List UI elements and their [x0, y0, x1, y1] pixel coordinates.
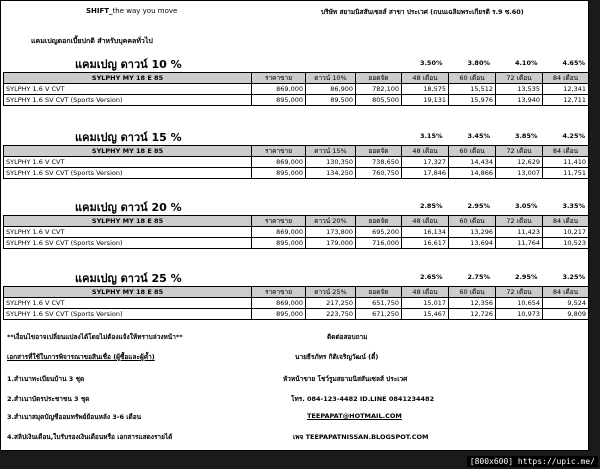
term-header: 48 เดือน — [402, 216, 449, 227]
contact-name: นายธีรภัทร กิติเจริญวัฒน์ (ตี๋) — [295, 353, 379, 361]
interest-rate: 2.95% — [514, 273, 538, 281]
campaign-title: แคมเปญ ดาวน์ 25 % — [75, 272, 182, 285]
model-header: SYLPHY MY 18 E 85 — [4, 73, 252, 84]
price-table — [3, 145, 589, 179]
m60-cell: 13,296 — [449, 227, 496, 238]
m84-cell: 12,711 — [543, 95, 589, 106]
m72-cell: 11,423 — [496, 227, 543, 238]
term-header: 72 เดือน — [496, 287, 543, 298]
finance-cell: 716,000 — [356, 238, 402, 249]
interest-rate: 2.75% — [467, 273, 490, 281]
campaign-title: แคมเปญ ดาวน์ 10 % — [75, 58, 182, 71]
contact-phone: โทร. 084-123-4482 ID.LINE 0841234482 — [291, 395, 435, 403]
finance-header: ยอดจัด — [356, 216, 402, 227]
table-row — [4, 238, 589, 249]
finance-cell: 651,750 — [356, 298, 402, 309]
term-header: 60 เดือน — [449, 216, 496, 227]
term-header: 84 เดือน — [543, 73, 589, 84]
m72-cell: 13,535 — [496, 84, 543, 95]
contact-email-link[interactable]: TEEPAPAT@HOTMAIL.COM — [307, 412, 402, 420]
terms-note: **เงื่อนไขอาจเปลี่ยนแปลงได้โดยไม่ต้องแจ้งให้ทราบล่วงหน้า** — [7, 333, 183, 341]
m48-cell: 16,617 — [402, 238, 449, 249]
model-header: SYLPHY MY 18 E 85 — [4, 287, 252, 298]
price-header: ราคาขาย — [252, 287, 306, 298]
m72-cell: 10,654 — [496, 298, 543, 309]
table-header-row — [4, 287, 589, 298]
m72-cell: 12,629 — [496, 157, 543, 168]
down-cell: 134,250 — [306, 168, 356, 179]
m60-cell: 12,726 — [449, 309, 496, 320]
watermark: [800x600] https://upic.me/ — [467, 456, 598, 467]
interest-rate: 3.15% — [419, 132, 443, 140]
interest-rate: 2.95% — [467, 202, 490, 210]
m84-cell: 9,524 — [543, 298, 589, 309]
m48-cell: 16,134 — [402, 227, 449, 238]
finance-cell: 738,650 — [356, 157, 402, 168]
price-header: ราคาขาย — [252, 146, 306, 157]
down-cell: 130,350 — [306, 157, 356, 168]
table-header-row — [4, 216, 589, 227]
finance-header: ยอดจัด — [356, 146, 402, 157]
brand-logo: SHIFT_the way you move — [86, 7, 178, 15]
m84-cell: 10,217 — [543, 227, 589, 238]
table-row — [4, 298, 589, 309]
m60-cell: 13,694 — [449, 238, 496, 249]
finance-cell: 805,500 — [356, 95, 402, 106]
price-table — [3, 72, 589, 106]
campaign-title: แคมเปญ ดาวน์ 20 % — [75, 201, 182, 214]
interest-rate: 3.45% — [467, 132, 490, 140]
price-cell: 895,000 — [252, 238, 306, 249]
m72-cell: 11,764 — [496, 238, 543, 249]
contact-role: หัวหน้าขาย โชว์รูมสยามนิสสันเซลส์ ประเวศ — [283, 375, 408, 383]
contact-page-link[interactable]: เพจ TEEPAPATNISSAN.BLOGSPOT.COM — [293, 433, 429, 441]
down-header: ดาวน์ 20% — [306, 216, 356, 227]
finance-cell: 760,750 — [356, 168, 402, 179]
down-cell: 223,750 — [306, 309, 356, 320]
model-cell: SYLPHY 1.6 SV CVT (Sports Version) — [4, 95, 252, 106]
term-header: 48 เดือน — [402, 73, 449, 84]
m84-cell: 11,751 — [543, 168, 589, 179]
term-header: 84 เดือน — [543, 216, 589, 227]
interest-rates — [399, 59, 589, 67]
down-cell: 179,000 — [306, 238, 356, 249]
term-header: 48 เดือน — [402, 146, 449, 157]
m84-cell: 12,341 — [543, 84, 589, 95]
price-cell: 869,000 — [252, 227, 306, 238]
m60-cell: 15,512 — [449, 84, 496, 95]
down-header: ดาวน์ 25% — [306, 287, 356, 298]
down-header: ดาวน์ 10% — [306, 73, 356, 84]
interest-rate: 2.65% — [419, 273, 443, 281]
table-row — [4, 95, 589, 106]
term-header: 72 เดือน — [496, 146, 543, 157]
model-cell: SYLPHY 1.6 SV CVT (Sports Version) — [4, 309, 252, 320]
m48-cell: 17,327 — [402, 157, 449, 168]
m48-cell: 18,575 — [402, 84, 449, 95]
finance-header: ยอดจัด — [356, 73, 402, 84]
interest-rate: 3.05% — [514, 202, 538, 210]
m48-cell: 17,846 — [402, 168, 449, 179]
interest-rate: 3.25% — [562, 273, 585, 281]
interest-rate: 3.35% — [562, 202, 585, 210]
price-cell: 895,000 — [252, 309, 306, 320]
m48-cell: 15,467 — [402, 309, 449, 320]
interest-rate: 4.25% — [562, 132, 585, 140]
interest-rate: 3.80% — [467, 59, 490, 67]
doc-item: 3.สำเนาสมุดบัญชีออมทรัพย์ย้อนหลัง 3-6 เดือน — [7, 413, 142, 421]
finance-cell: 671,250 — [356, 309, 402, 320]
contact-title: ติดต่อสอบถาม — [327, 333, 368, 341]
term-header: 84 เดือน — [543, 146, 589, 157]
finance-cell: 782,100 — [356, 84, 402, 95]
term-header: 72 เดือน — [496, 73, 543, 84]
m72-cell: 13,940 — [496, 95, 543, 106]
model-cell: SYLPHY 1.6 V CVT — [4, 227, 252, 238]
campaign-title: แคมเปญ ดาวน์ 15 % — [75, 131, 182, 144]
m72-cell: 13,007 — [496, 168, 543, 179]
price-header: ราคาขาย — [252, 216, 306, 227]
m84-cell: 10,523 — [543, 238, 589, 249]
table-header-row — [4, 146, 589, 157]
page-subtitle: แคมเปญดอกเบี้ยปกติ สำหรับบุคคลทั่วไป — [31, 37, 153, 45]
interest-rate: 4.65% — [562, 59, 585, 67]
price-cell: 869,000 — [252, 84, 306, 95]
m48-cell: 19,131 — [402, 95, 449, 106]
docs-title: เอกสารที่ใช้ในการพิจารณาขอสินเชื่อ (ผู้ซื้อและผู้ค้ำ) — [7, 353, 155, 361]
interest-rates — [399, 202, 589, 210]
term-header: 48 เดือน — [402, 287, 449, 298]
table-row — [4, 84, 589, 95]
table-row — [4, 168, 589, 179]
m60-cell: 12,356 — [449, 298, 496, 309]
price-table — [3, 215, 589, 249]
m72-cell: 10,973 — [496, 309, 543, 320]
down-cell: 86,900 — [306, 84, 356, 95]
term-header: 60 เดือน — [449, 287, 496, 298]
company-name: บริษัท สยามนิสสันเซลส์ สาขา ประเวศ (ถนนเฉลิมพระเกียรติ ร.9 ซ.60) — [321, 8, 524, 16]
doc-item: 1.สำเนาทะเบียนบ้าน 3 ชุด — [7, 375, 85, 383]
model-cell: SYLPHY 1.6 SV CVT (Sports Version) — [4, 168, 252, 179]
term-header: 60 เดือน — [449, 73, 496, 84]
model-cell: SYLPHY 1.6 V CVT — [4, 157, 252, 168]
table-header-row — [4, 73, 589, 84]
price-header: ราคาขาย — [252, 73, 306, 84]
interest-rates — [399, 132, 589, 140]
price-cell: 895,000 — [252, 168, 306, 179]
m60-cell: 14,434 — [449, 157, 496, 168]
down-header: ดาวน์ 15% — [306, 146, 356, 157]
table-row — [4, 309, 589, 320]
m84-cell: 9,809 — [543, 309, 589, 320]
model-header: SYLPHY MY 18 E 85 — [4, 146, 252, 157]
table-row — [4, 157, 589, 168]
down-cell: 217,250 — [306, 298, 356, 309]
model-cell: SYLPHY 1.6 SV CVT (Sports Version) — [4, 238, 252, 249]
term-header: 84 เดือน — [543, 287, 589, 298]
model-cell: SYLPHY 1.6 V CVT — [4, 84, 252, 95]
finance-cell: 695,200 — [356, 227, 402, 238]
price-table — [3, 286, 589, 320]
model-header: SYLPHY MY 18 E 85 — [4, 216, 252, 227]
term-header: 72 เดือน — [496, 216, 543, 227]
price-cell: 895,000 — [252, 95, 306, 106]
down-cell: 89,500 — [306, 95, 356, 106]
term-header: 60 เดือน — [449, 146, 496, 157]
table-row — [4, 227, 589, 238]
m60-cell: 14,866 — [449, 168, 496, 179]
interest-rate: 2.85% — [419, 202, 443, 210]
doc-item: 4.สลิปเงินเดือน,ใบรับรองเงินเดือนหรือ เอกสารแสดงรายได้ — [7, 433, 173, 441]
price-cell: 869,000 — [252, 157, 306, 168]
interest-rate: 4.10% — [514, 59, 538, 67]
down-cell: 173,800 — [306, 227, 356, 238]
m60-cell: 15,976 — [449, 95, 496, 106]
model-cell: SYLPHY 1.6 V CVT — [4, 298, 252, 309]
doc-item: 2.สำเนาบัตรประชาชน 3 ชุด — [7, 395, 90, 403]
m84-cell: 11,410 — [543, 157, 589, 168]
price-cell: 869,000 — [252, 298, 306, 309]
m48-cell: 15,017 — [402, 298, 449, 309]
interest-rate: 3.50% — [419, 59, 443, 67]
interest-rate: 3.85% — [514, 132, 538, 140]
interest-rates — [399, 273, 589, 281]
finance-header: ยอดจัด — [356, 287, 402, 298]
